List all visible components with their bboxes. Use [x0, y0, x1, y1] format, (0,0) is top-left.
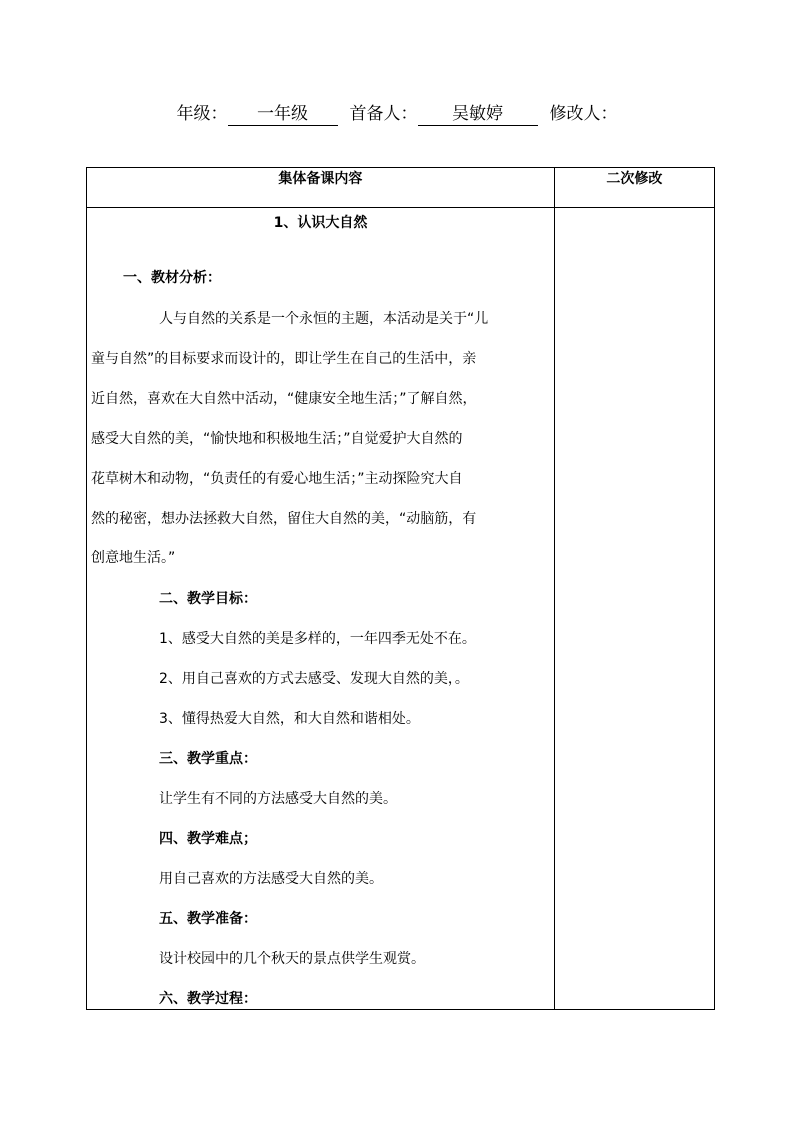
preparer-value: 吴敏婷 [418, 103, 538, 126]
section-heading-process: 六、教学过程： [159, 991, 257, 1008]
key-point-text: 让学生有不同的方法感受大自然的美。 [159, 791, 397, 808]
analysis-line: 然的秘密，想办法拯救大自然，留住大自然的美，“动脑筋，有 [91, 511, 477, 528]
reviser-label: 修改人： [549, 104, 618, 124]
difficulty-text: 用自己喜欢的方法感受大自然的美。 [159, 871, 383, 888]
section-heading-goals: 二、教学目标： [159, 591, 257, 608]
lesson-title: 1、认识大自然 [273, 215, 368, 232]
preparer-label: 首备人： [349, 104, 418, 124]
col-header-revision: 二次修改 [554, 168, 714, 208]
revision-cell [554, 208, 714, 1010]
analysis-line: 人与自然的关系是一个永恒的主题，本活动是关于“儿 [159, 311, 489, 328]
goal-item: 1、感受大自然的美是多样的，一年四季无处不在。 [159, 631, 476, 648]
section-heading-key-point: 三、教学重点： [159, 751, 257, 768]
table-content-row [87, 208, 715, 1010]
grade-label: 年级： [176, 104, 228, 124]
analysis-line: 感受大自然的美，“愉快地和积极地生活；”自觉爱护大自然的 [91, 431, 463, 448]
col-header-content: 集体备课内容 [87, 168, 555, 208]
analysis-line: 花草树木和动物，“负责任的有爱心地生活；”主动探险究大自 [91, 471, 463, 488]
section-heading-preparation: 五、教学准备： [159, 911, 257, 928]
goal-item: 2、用自己喜欢的方式去感受、发现大自然的美，。 [159, 671, 469, 688]
section-heading-analysis: 一、教材分析： [123, 270, 221, 287]
document-header [0, 101, 794, 127]
preparation-text: 设计校园中的几个秋天的景点供学生观赏。 [159, 951, 425, 968]
table-header-row [87, 168, 715, 208]
analysis-line: 近自然，喜欢在大自然中活动，“健康安全地生活；”了解自然， [91, 391, 477, 408]
analysis-line: 童与自然”的目标要求而设计的，即让学生在自己的生活中，亲 [91, 351, 477, 368]
section-heading-difficulty: 四、教学难点； [159, 831, 257, 848]
grade-value: 一年级 [228, 103, 338, 126]
goal-item: 3、懂得热爱大自然，和大自然和谐相处。 [159, 711, 420, 728]
lesson-plan-table [86, 167, 715, 1010]
lesson-content-cell [87, 208, 555, 1010]
analysis-line: 创意地生活。” [91, 550, 176, 567]
